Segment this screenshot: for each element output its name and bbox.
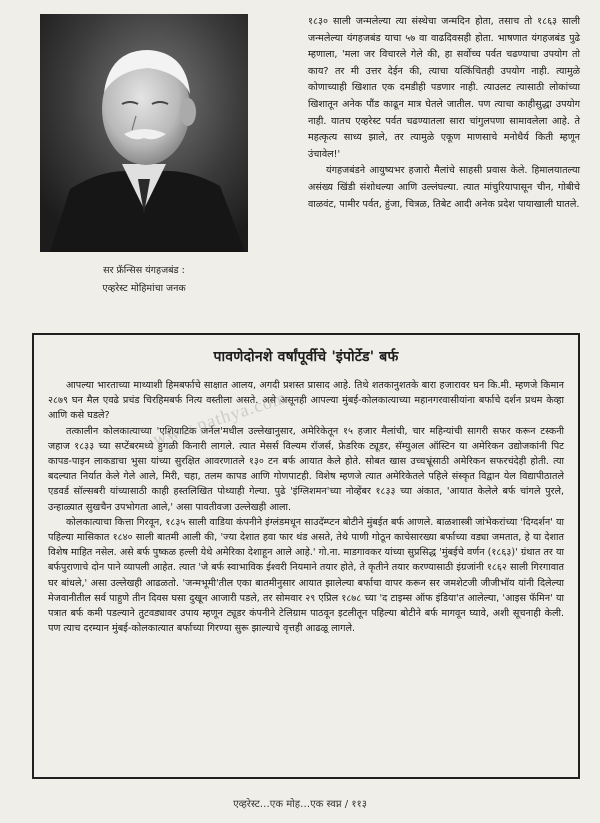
paragraph-travels: यंगहजबंडने आयुष्यभर हजारो मैलांचे साहसी प्रवास केले. हिमालयातल्या असंख्य खिंडी संशोधल्या आणि उल्लंघल्या. त्यात मांचुरियापासून चीन, गोबीचे वाळवंट, पामीर पर्वत, हुंजा, चित्रळ, तिबेट आदी अनेक प्रदेश पायाखाली घातले. [308, 165, 580, 210]
paragraph-speech: १८३० साली जन्मलेल्या त्या संस्थेचा जन्मदिन होता, तसाच तो १८६३ साली जन्मलेल्या यंगहजबंड याचा ५७ वा वाढदिवसही होता. भाषणात यंगहजबंड पुढे म्हणाला, 'मला जर विचारले गेले की, हा सर्वोच्च पर्वत चढण्याचा उपयोग तो काय? तर मी उत्तर देईन की, त्याचा यत्किंचितही उपयोग नाही. त्यामुळे कोणाच्याही खिशात एक दमडीही पडणार नाही. त्याउलट त्यासाठी लोकांच्या खिशातून अनेक पौंड काढून मात्र घेतले जातील. पण त्याचा काहीसुद्धा उपयोग नाही. यातच एव्हरेस्ट पर्वत चढण्यातला सारा चांगुलपणा सामावलेला आहे. ते महत्कृत्य साध्य झाले, तर त्यामुळे एकूण माणसाचे मनोधैर्य किती म्हणून उंचावेल!' [308, 16, 580, 160]
caption-line-1: सर फ्रॅन्सिस यंगहजबंड : [103, 265, 185, 276]
right-column-text [308, 14, 580, 213]
watermark: www.pathya.com [150, 386, 290, 450]
photo-caption [40, 262, 248, 298]
page-footer: एव्हरेस्ट…एक मोह…एक स्वप्न / ११३ [233, 799, 367, 810]
portrait-illustration [40, 14, 248, 252]
sidebar-box [32, 333, 580, 779]
box-title: पावणेदोनशे वर्षांपूर्वीचे 'इंपोर्टेड' बर्फ [213, 349, 399, 365]
box-paragraph-1: आपल्या भारताच्या माथ्याशी हिमबर्फाचे साक्षात आलय, अगदी प्रशस्त प्रासाद आहे. तिथे शतकानुशतके बारा हजारावर घन कि.मी. म्हणजे किमान २८७९ घन मैल एवढे प्रचंड चिरहिमबर्फ नित्य वस्तीला असते. असे असूनही आपल्या मुंबई-कोलकात्याच्या महानगरवासीयांना बर्फाचे दर्शन प्रथम केव्हा आणि कसे घडले? [48, 380, 564, 422]
box-paragraph-2: तत्कालीन कोलकात्याच्या 'एशियाटिक जर्नल'मधील उल्लेखानुसार, अमेरिकेतून १५ हजार मैलांची, चार महिन्यांची सागरी सफर करून टस्कनी जहाज १८३३ च्या सप्टेंबरमध्ये हुगळी किनारी लागले. त्यात मेसर्स विल्यम रॉजर्स, फ्रेडरिक ट्यूडर, सॅम्युअल ऑस्टिन या अमेरिकन उद्योजकांनी पिट कापड-पाइन लाकडाचा भुसा यांच्या सुरक्षित आवरणातले १३० टन बर्फ आयात केले होते. सोबत खास उच्चभ्रूंसाठी अमेरिकन सफरचंदेही होती. त्या बदल्यात निर्यात केले गेले आले, मिरी, चहा, तलम कापड आणि गोणपाटही. विशेष म्हणजे त्यात अमेरिकेतले पहिले संस्कृत विद्वान येल विद्यापीठातले एडवर्ड सॉल्सबरी यांच्यासाठी काही हस्तलिखित पोथ्याही गेल्या. पुढे 'इंग्लिशमन'च्या नोव्हेंबर १८३३ च्या अंकात, 'आयात केलेले बर्फ चांगले पुरले, उन्हाळ्यात सुखचैन उपभोगता आले,' असा पावतीवजा उल्लेखही आला. [48, 425, 564, 513]
box-body [48, 378, 564, 636]
caption-line-2: एव्हरेस्ट मोहिमांचा जनक [102, 283, 186, 294]
box-paragraph-3: कोलकात्याचा कित्ता गिरवून, १८३५ साली वाडिया कंपनीने इंग्लंडमधून साउदॅम्प्टन बोटीने मुंबईत बर्फ आणले. बाळशास्त्री जांभेकरांच्या 'दिग्दर्शन' या पहिल्या मासिकात १८४० साली बातमी आली की, 'ज्या देशात हवा फार थंड असते, तेथे पाणी गोठून काचेसारख्या बर्फाच्या वड्या जमतात, हे या देशात विशेष माहित नसेल. असे बर्फ पुष्कळ हल्ली येथे अमेरिका देशाहून आले आहे.' गो.ना. माडगावकर यांच्या सुप्रसिद्ध 'मुंबईचे वर्णन (१८६३)' ग्रंथात तर या बर्फपुराणाचे दोन पाने व्यापली आहेत. त्यात 'जे बर्फ स्वाभाविक ईश्वरी नियमाने तयार होते, ते कृतीने तयार करण्यासाठी इंग्रजांनी १८६२ साली गिरगावात घर बांधले,' असा उल्लेखही आढळतो. 'जन्मभूमी'तील एका बातमीनुसार आयात झालेल्या बर्फाचा वापर करून सर जमशेटजी जीजीभॉय यांनी दिलेल्या मेजवानीतील सर्व पाहुणे तीन दिवस घसा दुखून आजारी पडले, तर सोमवार २९ एप्रिल १८७८ च्या 'द टाइम्स ऑफ इंडिया'त आलेल्या, 'आइस फॅमिन' या पत्रात बर्फ कमी पडल्याने तुटवड्यावर उपाय म्हणून ट्यूडर कंपनीने टेलिग्राम पाठवून इटलीतून पहिल्या बोटीने बर्फ मागवून घ्यावे, अशी सूचनाही केली. पण त्याच दरम्यान मुंबई-कोलकात्यात बर्फाच्या गिरण्या सुरू झाल्याचे वृत्तही आढळू लागले. [48, 516, 564, 635]
portrait-photo [40, 14, 248, 252]
